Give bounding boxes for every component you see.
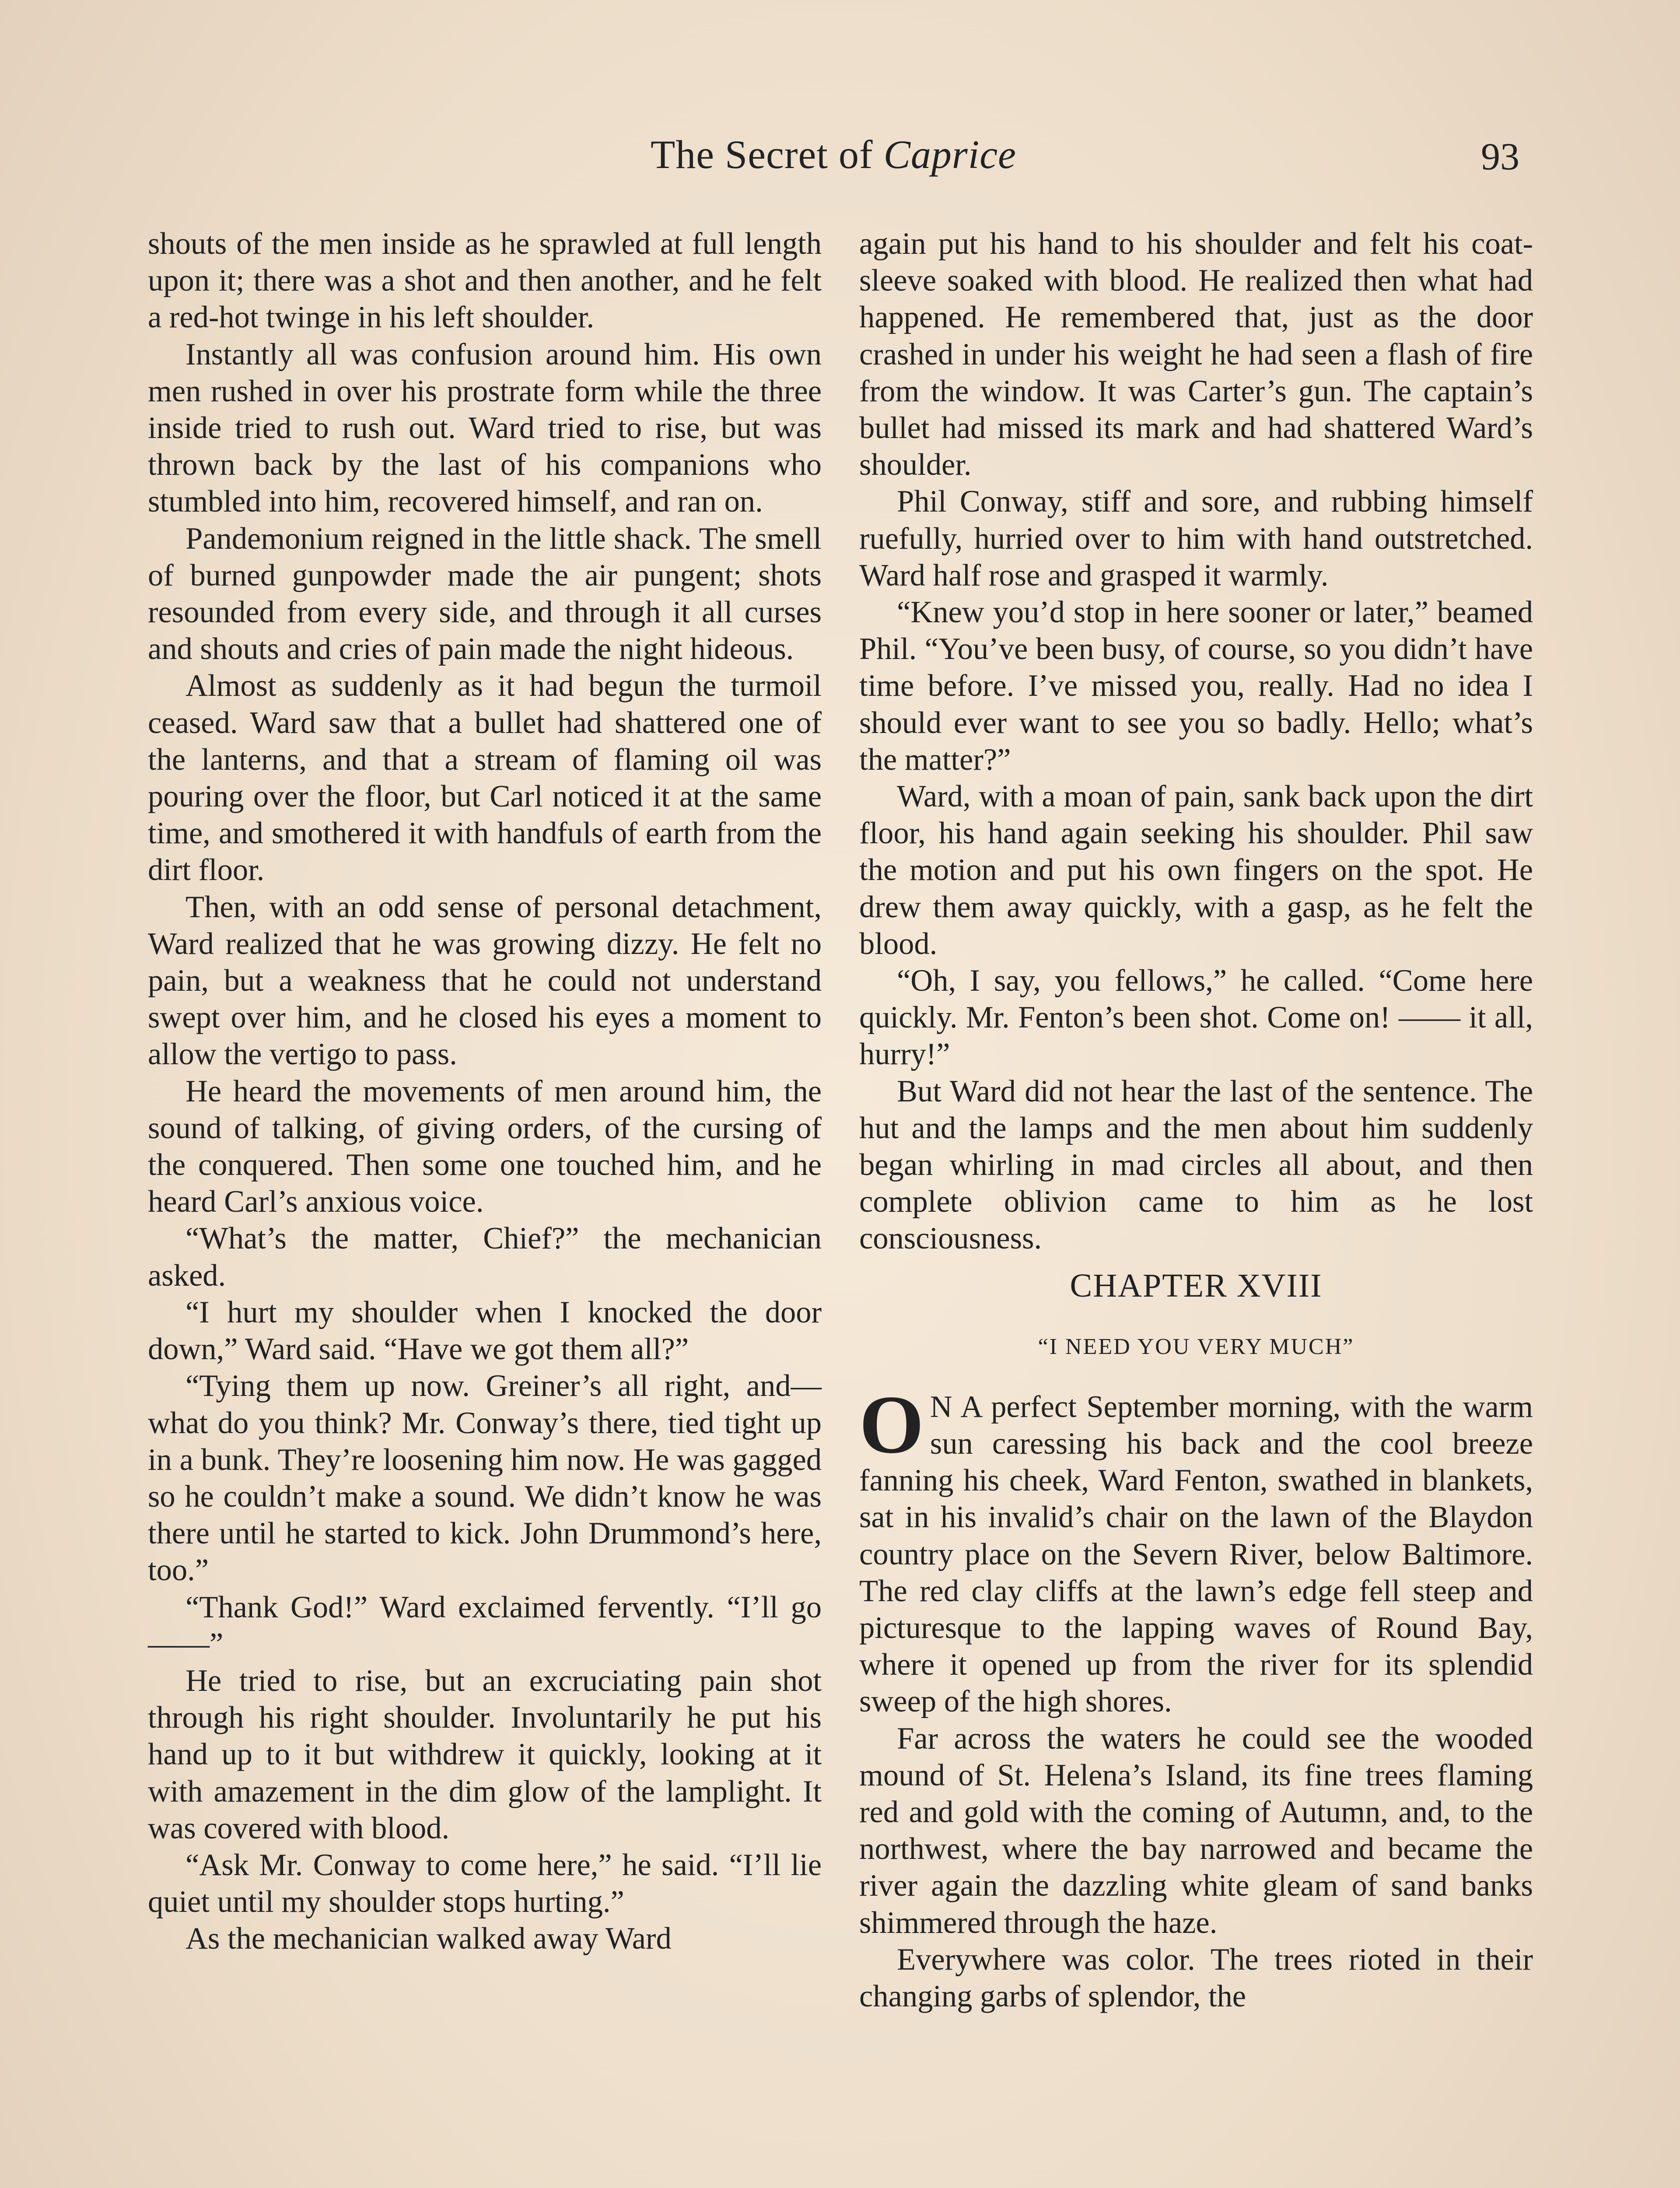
paragraph: He tried to rise, but an excruciating pain shot through his right shoulder. Involuntarily he put his hand up to it but withdrew it quickly, looking at it with amazement in the dim glow of the lamplight. It was covered with blood.: [148, 1663, 822, 1845]
running-head-italic-title: Caprice: [883, 132, 1016, 177]
paragraph: But Ward did not hear the last of the sentence. The hut and the lamps and the men about him suddenly began whirling in mad circles all about, and then complete oblivion came to him as he lost consciousness.: [859, 1074, 1533, 1256]
paragraph: Ward, with a moan of pain, sank back upon the dirt floor, his hand again seeking his shoulder. Phil saw the motion and put his own fingers on the spot. He drew them away quickly, with a gasp, as he felt the blood.: [859, 779, 1533, 961]
running-head: [516, 131, 1151, 178]
left-column: [148, 225, 822, 1957]
paragraph: Then, with an odd sense of personal detachment, Ward realized that he was growing dizzy. He felt no pain, but a weakness that he could not understand swept over him, and he closed his eyes a moment to allow the vertigo to pass.: [148, 890, 822, 1072]
paragraph: Pandemonium reigned in the little shack. The smell of burned gunpowder made the air pungent; shots resounded from every side, and through it all curses and shouts and cries of pain made the night hideous.: [148, 521, 822, 666]
paragraph: As the mechanician walked away Ward: [186, 1922, 672, 1956]
paragraph: “Tying them up now. Greiner’s all right, and—what do you think? Mr. Conway’s there, tied tight up in a bunk. They’re loosening him now. He was gagged so he couldn’t make a sound. We didn’t know he was there until he started to kick. John Drummond’s here, too.”: [148, 1369, 822, 1588]
chapter-first-paragraph: [859, 1378, 1533, 1720]
paragraph: Far across the waters he could see the wooded mound of St. Helena’s Island, its fine trees flaming red and gold with the coming of Autumn, and, to the northwest, where the bay narrowed and became the river again the dazzling white gleam of sand banks shimmered through the haze.: [859, 1721, 1533, 1940]
paragraph: He heard the movements of men around him, the sound of talking, of giving orders, of the cursing of the conquered. Then some one touched him, and he heard Carl’s anxious voice.: [148, 1074, 822, 1219]
paragraph: “Knew you’d stop in here sooner or later,” beamed Phil. “You’ve been busy, of course, so you didn’t have time before. I’ve missed you, really. Had no idea I should ever want to see you so badly. Hello; what’s the matter?”: [859, 595, 1533, 777]
paragraph: Everywhere was color. The trees rioted in their changing garbs of splendor, the: [859, 1942, 1533, 2013]
paragraph: “What’s the matter, Chief?” the mechanician asked.: [148, 1221, 822, 1293]
paragraph: “Ask Mr. Conway to come here,” he said. “I’ll lie quiet until my shoulder stops hurting.”: [148, 1848, 822, 1919]
paragraph: “Thank God!” Ward exclaimed fervently. “I’ll go——”: [148, 1590, 822, 1661]
page-number: 93: [1481, 136, 1519, 178]
running-head-title: The Secret of: [651, 132, 873, 177]
chapter-title: CHAPTER XVIII: [1070, 1267, 1323, 1304]
right-column: [859, 225, 1533, 2015]
paragraph: shouts of the men inside as he sprawled at full length upon it; there was a shot and then another, and he felt a red-hot twinge in his left shoulder.: [148, 227, 822, 335]
paragraph: “I hurt my shoulder when I knocked the door down,” Ward said. “Have we got them all?”: [148, 1295, 822, 1367]
paragraph: Almost as suddenly as it had begun the turmoil ceased. Ward saw that a bullet had shattered one of the lanterns, and that a stream of flaming oil was pouring over the floor, but Carl noticed it at the same time, and smothered it with handfuls of earth from the dirt floor.: [148, 669, 822, 887]
paragraph: Instantly all was confusion around him. His own men rushed in over his prostrate form while the three inside tried to rush out. Ward tried to rise, but was thrown back by the last of his companions who stumbled into him, recovered himself, and ran on.: [148, 337, 822, 519]
paragraph: Phil Conway, stiff and sore, and rubbing himself ruefully, hurried over to him with hand outstretched. Ward half rose and grasped it warmly.: [859, 484, 1533, 593]
chapter-subtitle: “I NEED YOU VERY MUCH”: [1038, 1334, 1354, 1359]
paragraph: again put his hand to his shoulder and felt his coat-sleeve soaked with blood. He realized then what had happened. He remembered that, just as the door crashed in under his weight he had seen a flash of fire from the window. It was Carter’s gun. The captain’s bullet had missed its mark and had shattered Ward’s shoulder.: [859, 227, 1533, 482]
drop-cap: O: [859, 1378, 924, 1471]
paragraph: “Oh, I say, you fellows,” he called. “Come here quickly. Mr. Fenton’s been shot. Come on! —— it all, hurry!”: [859, 964, 1533, 1072]
chapter-first-paragraph-text: N A perfect September morning, with the warm sun caressing his back and the cool breeze fanning his cheek, Ward Fenton, swathed in blankets, sat in his invalid’s chair on the lawn of the Blaydon country place on the Severn River, below Baltimore. The red clay cliffs at the lawn’s edge fell steep and picturesque to the lapping waves of Round Bay, where it opened up from the river for its splendid sweep of the high shores.: [859, 1389, 1533, 1719]
page-header: [0, 131, 1680, 188]
